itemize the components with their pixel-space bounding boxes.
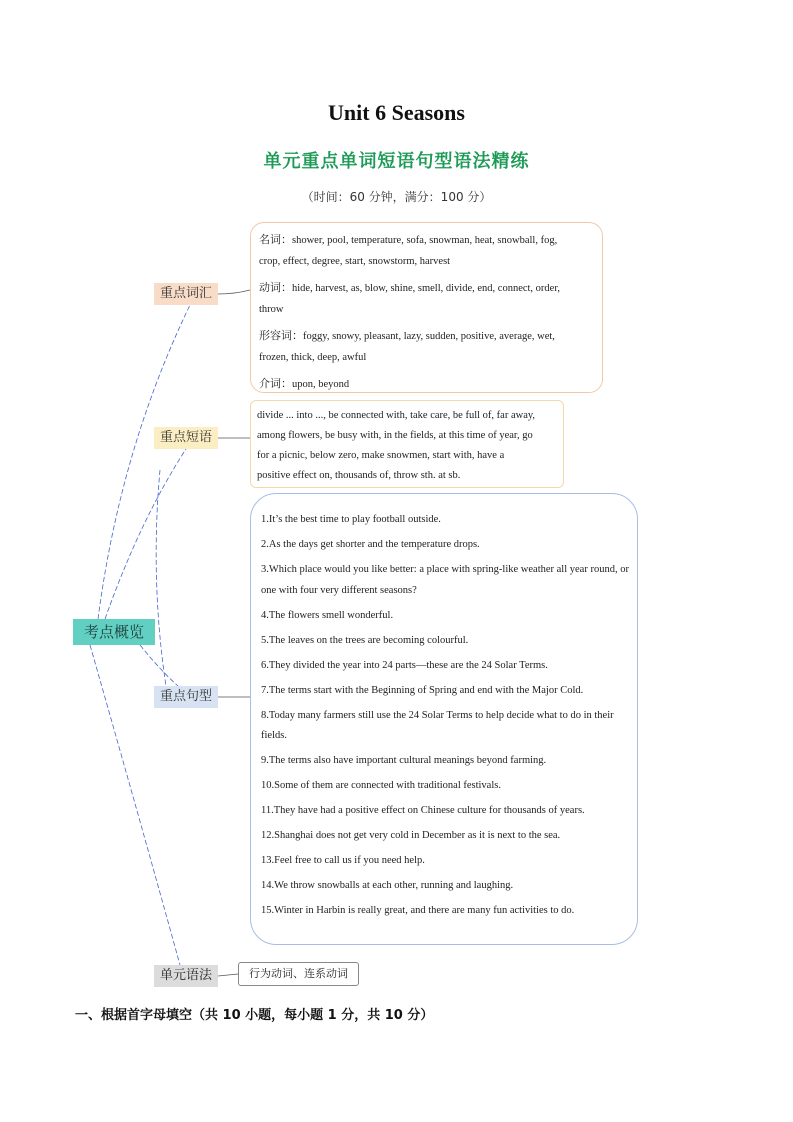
phrases-box	[250, 400, 564, 488]
page-title: Unit 6 Seasons	[328, 100, 465, 125]
sentence-item: 3.Which place would you like better: a place with spring-like weather all year round, or one with four very different seasons?	[261, 564, 629, 596]
node-key-sentences: 重点句型	[154, 686, 218, 708]
phrase-line: positive effect on, thousands of, throw sth. at sb.	[257, 470, 461, 481]
sentence-item: 7.The terms start with the Beginning of Spring and end with the Major Cold.	[261, 684, 584, 696]
node-key-phrases: 重点短语	[154, 427, 218, 449]
vocab-adjectives: 形容词：foggy, snowy, pleasant, lazy, sudden, positive, average, wet,	[259, 329, 555, 342]
vocab-adjectives-cont: frozen, thick, deep, awful	[259, 352, 367, 363]
sentence-item: 1.It’s the best time to play football outside.	[261, 514, 441, 525]
sentence-item: 11.They have had a positive effect on Chinese culture for thousands of years.	[261, 805, 585, 816]
vocab-nouns: 名词：shower, pool, temperature, sofa, snowman, heat, snowball, fog,	[259, 233, 558, 246]
sentence-item: 9.The terms also have important cultural meanings beyond farming.	[261, 755, 547, 766]
sentence-item: 4.The flowers smell wonderful.	[261, 609, 394, 621]
phrase-line: divide ... into ..., be connected with, take care, be full of, far away,	[257, 410, 536, 421]
sentences-box	[250, 493, 638, 945]
sentence-item: 14.We throw snowballs at each other, running and laughing.	[261, 880, 514, 891]
sentence-item: 6.They divided the year into 24 parts—these are the 24 Solar Terms.	[261, 659, 548, 671]
phrase-line: for a picnic, below zero, make snowmen, start with, have a	[257, 450, 505, 461]
node-key-vocabulary: 重点词汇	[154, 283, 218, 305]
vocab-verbs: 动词：hide, harvest, as, blow, shine, smell, divide, end, connect, order,	[259, 281, 561, 294]
sentence-item: 2.As the days get shorter and the temperature drops.	[261, 539, 480, 550]
section-heading: 一、根据首字母填空（共 10 小题，每小题 1 分，共 10 分）	[75, 1008, 434, 1023]
page-subtitle: 单元重点单词短语句型语法精练	[263, 151, 530, 172]
sentence-item: 8.Today many farmers still use the 24 Solar Terms to help decide what to do in their fields.	[261, 709, 614, 741]
vocab-nouns-cont: crop, effect, degree, start, snowstorm, harvest	[259, 256, 451, 267]
sentence-item: 5.The leaves on the trees are becoming colourful.	[261, 634, 469, 646]
sentence-item: 10.Some of them are connected with traditional festivals.	[261, 780, 501, 791]
grammar-box: 行为动词、连系动词	[238, 962, 359, 986]
connector-vocab-box	[218, 290, 250, 294]
vocab-verbs-cont: throw	[259, 304, 284, 315]
phrase-line: among flowers, be busy with, in the fields, at this time of year, go	[257, 430, 533, 441]
mindmap-root-node: 考点概览	[73, 619, 155, 645]
connector-root-phrases	[105, 449, 186, 619]
sentence-item: 12.Shanghai does not get very cold in December as it is next to the sea.	[261, 830, 561, 841]
sentence-item: 15.Winter in Harbin is really great, and there are many fun activities to do.	[261, 905, 575, 916]
time-info: （时间：60 分钟，满分：100 分）	[301, 190, 492, 204]
connector-grammar-box	[218, 974, 238, 976]
connector-root-sentences	[140, 645, 178, 686]
connector-root-vocab	[98, 305, 190, 619]
sentence-item: 13.Feel free to call us if you need help.	[261, 855, 425, 866]
node-unit-grammar: 单元语法	[154, 965, 218, 987]
vocabulary-box	[250, 222, 603, 393]
connector-branch-sentences	[156, 470, 166, 686]
vocab-prepositions: 介词：upon, beyond	[259, 377, 350, 390]
